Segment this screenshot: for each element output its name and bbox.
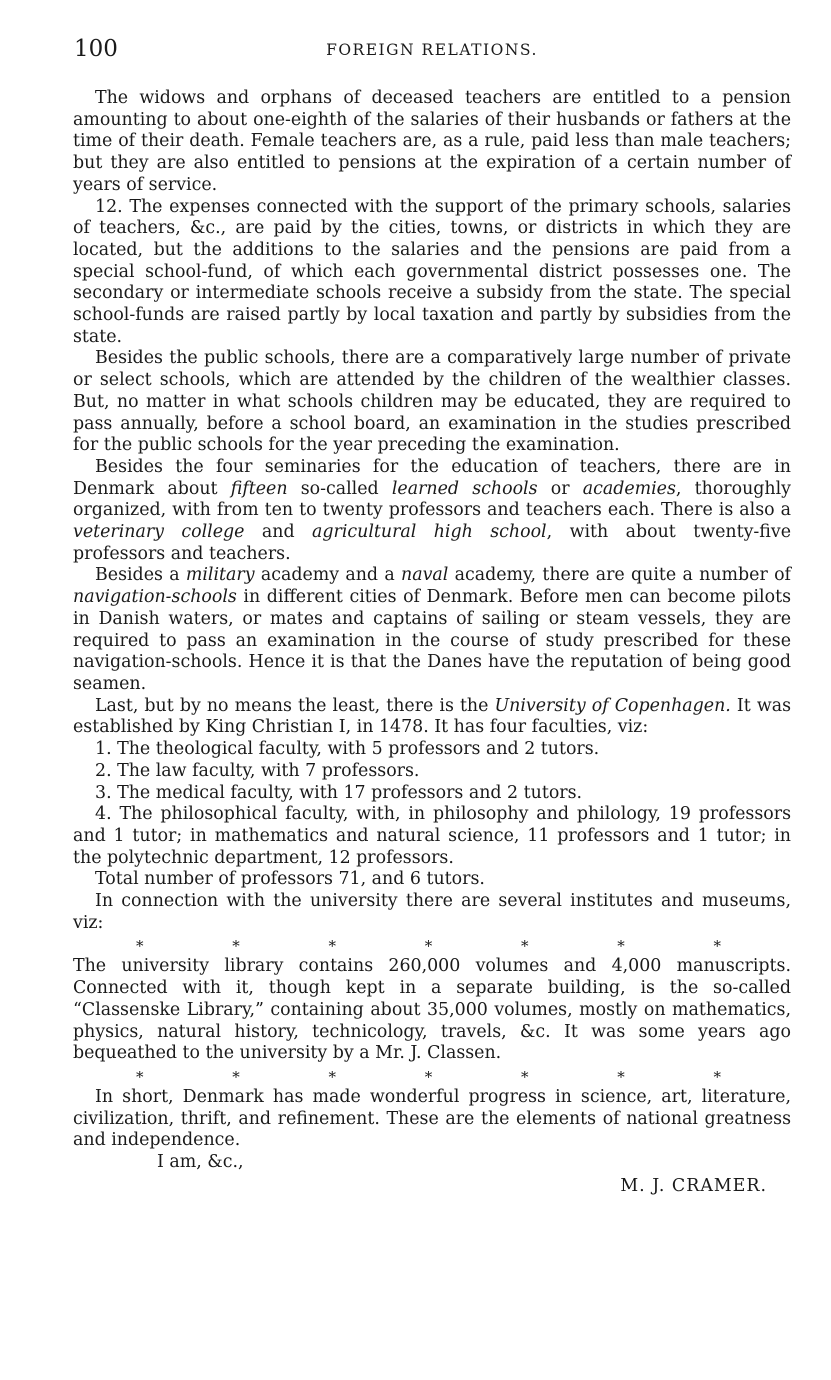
faculty-item: 4. The philosophical faculty, with, in philosophy and philology, 19 professors and 1 tutor; in mathematics and natural science, 11 professors and 1 tutor; in the polytechnic department, 12 professors. <box>73 804 791 868</box>
faculty-item: 2. The law faculty, with 7 professors. <box>95 760 420 781</box>
paragraph-university: Last, but by no means the least, there is the University of Copenhagen. It was established by King Christian I, in 1478. It has four faculties, viz: <box>73 695 792 738</box>
paragraph-navigation-schools: Besides a military academy and a naval academy, there are quite a number of navigation-schools in different cities of Denmark. Before men can become pilots in Danish waters, or mates and captains of sailing or steam vessels, they are required to pass an examination in the course of study prescribed for these navigation-schools. Hence it is that the Danes have the reputation of being good seamen. <box>73 565 791 694</box>
paragraph-library: The university library contains 260,000 volumes and 4,000 manuscripts. Connected with it, though kept in a separate building, is the so-called “Classenske Library,” containing about 35,000 volumes, mostly on mathematics, physics, natural history, technicology, travels, &c. It was some years ago bequeathed to the university by a Mr. J. Classen. <box>73 956 791 1064</box>
faculty-item: 1. The theological faculty, with 5 professors and 2 tutors. <box>95 739 600 760</box>
paragraph-school-expenses: 12. The expenses connected with the support of the primary schools, salaries of teachers, &c., are paid by the cities, towns, or districts in which they are located, but the additions to the salaries and the pensions are paid from a special school-fund, of which each governmental district possesses one. The secondary or intermediate schools receive a subsidy from the state. The special school-funds are raised partly by local taxation and partly by subsidies from the state. <box>73 196 791 347</box>
paragraph-pensions: The widows and orphans of deceased teachers are entitled to a pension amounting to about one-eighth of the salaries of their husbands or fathers at the time of their death. Female teachers are, as a rule, paid less than male teachers; but they are also entitled to pensions at the expiration of a certain number of years of service. <box>73 88 791 195</box>
paragraph-seminaries: Besides the four seminaries for the education of teachers, there are in Denmark about fifteen so-called learned schools or academies, thoroughly organized, with from ten to twenty professors and teachers each. There is also a veterinary college and agricultural high school, with about twenty-five professors and teachers. <box>73 456 791 564</box>
closing-salutation: I am, &c., <box>157 1152 244 1173</box>
ellipsis-stars: * * * * * * * <box>136 1067 721 1086</box>
paragraph-institutes: In connection with the university there are several institutes and museums, viz: <box>73 891 791 933</box>
paragraph-private-schools: Besides the public schools, there are a comparatively large number of private or select schools, which are attended by the children of the wealthier classes. But, no matter in what schools children may be educated, they are required to pass annually, before a school board, an examination in the studies prescribed for the public schools for the year preceding the examination. <box>73 348 791 456</box>
faculty-item: 3. The medical faculty, with 17 professors and 2 tutors. <box>95 782 583 803</box>
page-number: 100 <box>74 36 118 62</box>
signature: M. J. CRAMER. <box>620 1175 767 1196</box>
body-text <box>73 88 791 1197</box>
paragraph-conclusion: In short, Denmark has made wonderful progress in science, art, literature, civilization, thrift, and refinement. These are the elements of national greatness and independence. <box>73 1086 791 1151</box>
ellipsis-stars: * * * * * * * <box>136 937 721 956</box>
running-title: FOREIGN RELATIONS. <box>326 41 538 59</box>
page-header <box>74 36 790 64</box>
paragraph-total: Total number of professors 71, and 6 tutors. <box>95 869 485 890</box>
